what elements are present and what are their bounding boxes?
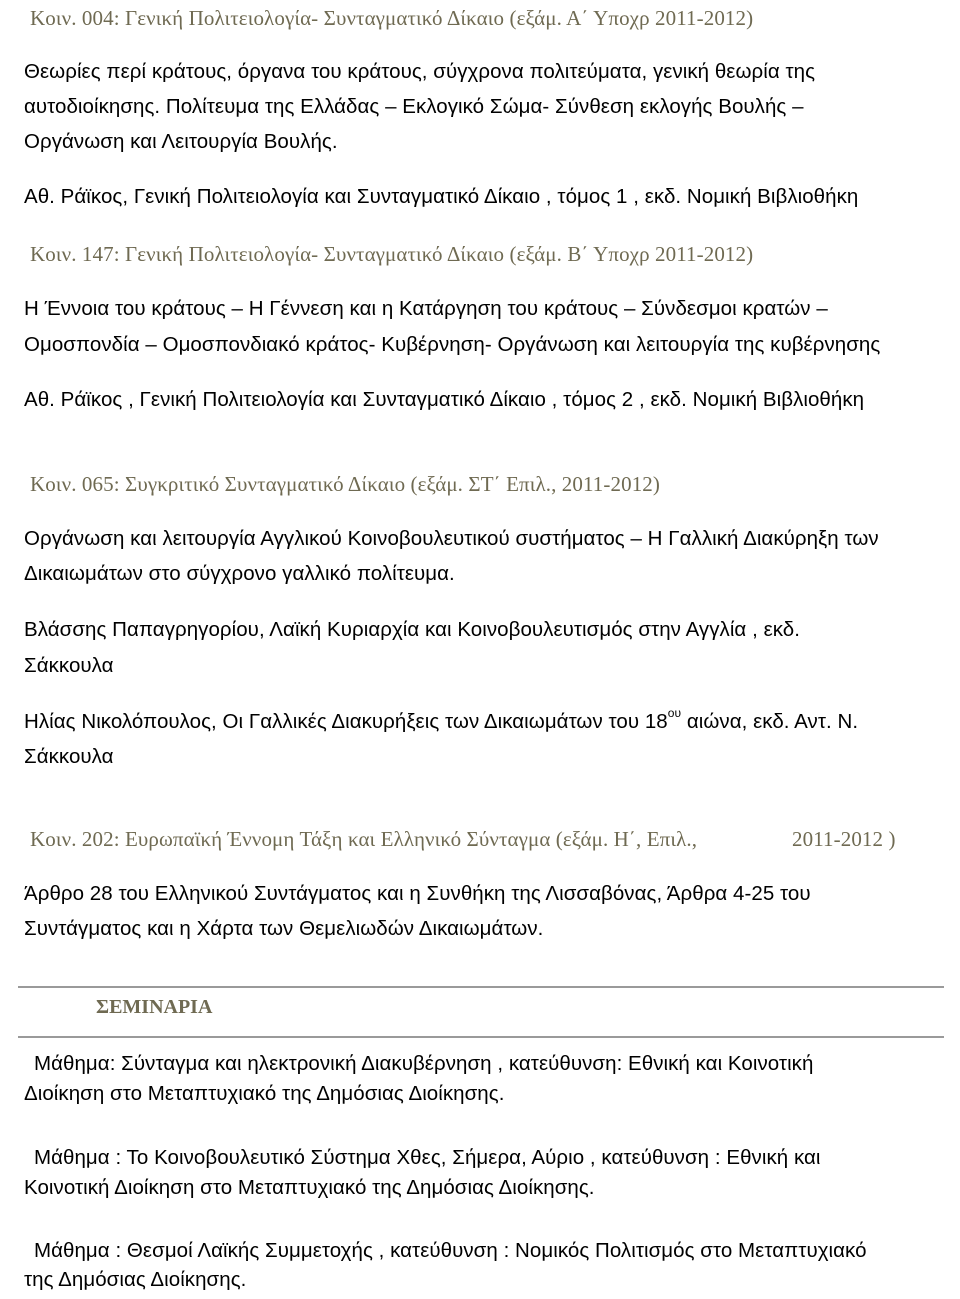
seminar-item-line: Κοινοτική Διοίκηση στο Μεταπτυχιακό της Δημόσιας Διοίκησης. xyxy=(24,1176,595,1199)
course-description-line: Οργάνωση και λειτουργία Αγγλικού Κοινοβουλευτικού συστήματος – Η Γαλλική Διακύρηξη των xyxy=(24,527,879,550)
seminar-item-line: Διοίκηση στο Μεταπτυχιακό της Δημόσιας Διοίκησης. xyxy=(24,1082,505,1105)
seminar-item-line: της Δημόσιας Διοίκησης. xyxy=(24,1268,247,1291)
course-reference: Αθ. Ράϊκος, Γενική Πολιτειολογία και Συνταγματικό Δίκαιο , τόμος 1 , εκδ. Νομική Βιβλιοθήκη xyxy=(24,185,859,208)
section-divider xyxy=(18,1036,944,1038)
course-reference-publisher: Σάκκουλα xyxy=(24,745,114,768)
course-description-line: Άρθρο 28 του Ελληνικού Συντάγματος και η Συνθήκη της Λισσαβόνας, Άρθρα 4-25 του xyxy=(24,882,811,905)
course-description-line: αυτοδιοίκησης. Πολίτευμα της Ελλάδας – Εκλογικό Σώμα- Σύνθεση εκλογής Βουλής – xyxy=(24,95,804,118)
section-divider xyxy=(18,986,944,988)
seminar-item-line: Μάθημα: Σύνταγμα και ηλεκτρονική Διακυβέρνηση , κατεύθυνση: Εθνική και Κοινοτική xyxy=(34,1052,814,1075)
course-heading-065: Κοιν. 065: Συγκριτικό Συνταγματικό Δίκαιο (εξάμ. ΣΤ΄ Επιλ., 2011-2012) xyxy=(30,472,660,496)
course-description-line: Οργάνωση και Λειτουργία Βουλής. xyxy=(24,130,338,153)
seminar-item-line: Μάθημα : Το Κοινοβουλευτικό Σύστημα Χθες, Σήμερα, Αύριο , κατεύθυνση : Εθνική και xyxy=(34,1146,821,1169)
ordinal-superscript: ου xyxy=(667,706,682,720)
course-description-line: Η Έννοια του κράτους – Η Γέννεση και η Κατάργηση του κράτους – Σύνδεσμοι κρατών – xyxy=(24,297,828,320)
course-reference: Βλάσσης Παπαγρηγορίου, Λαϊκή Κυριαρχία και Κοινοβουλευτισμός στην Αγγλία , εκδ. xyxy=(24,618,801,641)
course-reference: Αθ. Ράϊκος , Γενική Πολιτειολογία και Συνταγματικό Δίκαιο , τόμος 2 , εκδ. Νομική Βιβλιοθήκη xyxy=(24,388,865,411)
course-description-line: Συντάγματος και η Χάρτα των Θεμελιωδών Δικαιωμάτων. xyxy=(24,917,544,940)
course-description-line: Θεωρίες περί κράτους, όργανα του κράτους, σύγχρονα πολιτεύματα, γενική θεωρία της xyxy=(24,60,816,83)
reference-text: αιώνα, εκδ. Αντ. Ν. xyxy=(681,710,859,733)
course-heading-202: Κοιν. 202: Ευρωπαϊκή Έννομη Τάξη και Ελληνικό Σύνταγμα (εξάμ. Η΄, Επιλ., xyxy=(30,827,698,851)
course-heading-004: Κοιν. 004: Γενική Πολιτειολογία- Συνταγματικό Δίκαιο (εξάμ. Α΄ Υποχρ 2011-2012) xyxy=(30,6,754,30)
seminar-item-line: Μάθημα : Θεσμοί Λαϊκής Συμμετοχής , κατεύθυνση : Νομικός Πολιτισμός στο Μεταπτυχιακό xyxy=(34,1239,867,1262)
course-description-line: Δικαιωμάτων στο σύγχρονο γαλλικό πολίτευμα. xyxy=(24,562,455,585)
course-heading-147: Κοιν. 147: Γενική Πολιτειολογία- Συνταγματικό Δίκαιο (εξάμ. Β΄ Υποχρ 2011-2012) xyxy=(30,242,754,266)
course-reference xyxy=(24,706,859,734)
course-heading-year: 2011-2012 ) xyxy=(792,827,896,851)
course-description-line: Ομοσπονδία – Ομοσπονδιακό κράτος- Κυβέρνηση- Οργάνωση και λειτουργία της κυβέρνησης xyxy=(24,333,881,356)
seminars-title: ΣΕΜΙΝΑΡΙΑ xyxy=(96,996,213,1018)
reference-text: Ηλίας Νικολόπουλος, Οι Γαλλικές Διακυρήξεις των Δικαιωμάτων του 18 xyxy=(24,710,668,733)
course-reference-publisher: Σάκκουλα xyxy=(24,654,114,677)
